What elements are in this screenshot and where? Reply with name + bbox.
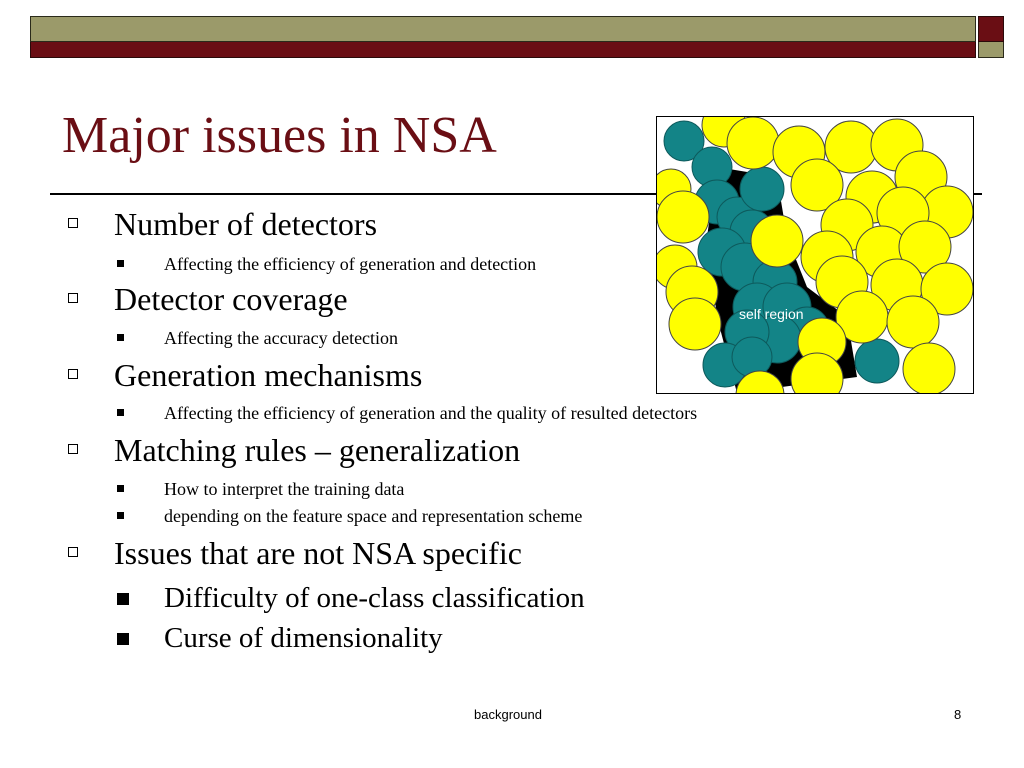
hollow-square-bullet-icon: [68, 547, 78, 557]
sub-bullet-text: Affecting the efficiency of generation and the quality of resulted detectors: [164, 403, 698, 423]
header-band-bottom: [30, 42, 976, 58]
self-region-label: self region: [739, 306, 804, 322]
hollow-square-bullet-icon: [68, 218, 78, 228]
filled-square-bullet-icon: [117, 512, 124, 519]
slide-number: 8: [954, 707, 962, 722]
filled-square-bullet-icon: [117, 409, 124, 416]
hollow-square-bullet-icon: [68, 293, 78, 303]
header-corner-dark: [978, 16, 1004, 42]
sub-bullet-text: Curse of dimensionality: [164, 622, 443, 654]
detector-coverage-figure: [656, 116, 974, 394]
sub-bullet-text: Affecting the efficiency of generation and detection: [164, 254, 537, 274]
filled-square-bullet-icon: [117, 593, 129, 605]
bullet-text: Matching rules – generalization: [114, 432, 521, 468]
bullet-text: Number of detectors: [114, 206, 378, 242]
footer-section-label: background: [474, 707, 542, 722]
filled-square-bullet-icon: [117, 334, 124, 341]
bullet-text: Issues that are not NSA specific: [114, 535, 522, 571]
filled-square-bullet-icon: [117, 485, 124, 492]
hollow-square-bullet-icon: [68, 444, 78, 454]
sub-bullet-text: Affecting the accuracy detection: [164, 328, 399, 348]
filled-square-bullet-icon: [117, 260, 124, 267]
header-band-top: [30, 16, 976, 42]
sub-bullet-text: depending on the feature space and representation scheme: [164, 506, 583, 526]
header-corner-light: [978, 42, 1004, 58]
filled-square-bullet-icon: [117, 633, 129, 645]
sub-bullet-text: How to interpret the training data: [164, 479, 405, 499]
slide-title: Major issues in NSA: [62, 107, 497, 164]
sub-bullet-text: Difficulty of one-class classification: [164, 582, 585, 614]
hollow-square-bullet-icon: [68, 369, 78, 379]
bullet-text: Detector coverage: [114, 281, 348, 317]
bullet-text: Generation mechanisms: [114, 357, 423, 393]
detector-coverage-svg: [657, 117, 973, 393]
